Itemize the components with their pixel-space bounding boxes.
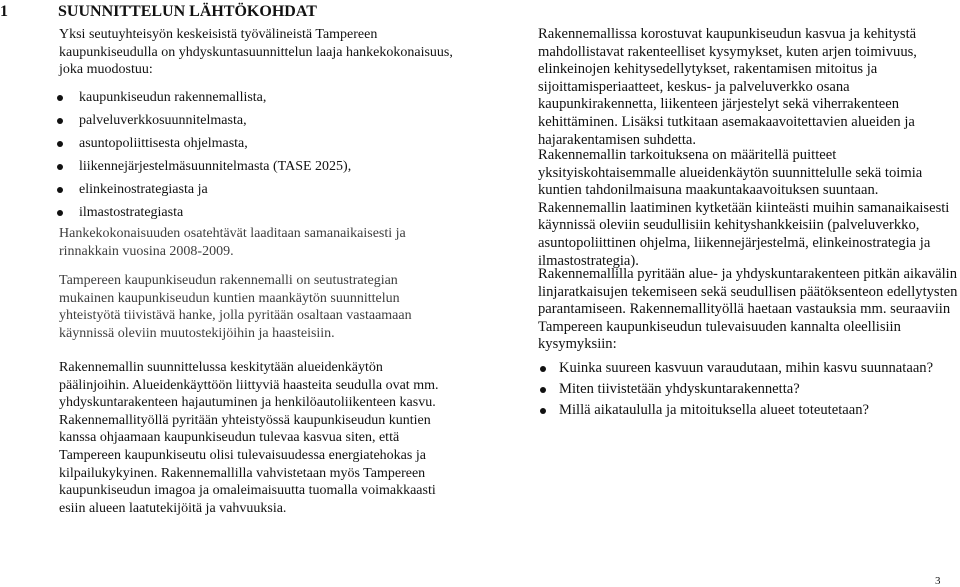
list-item: asuntopoliittisesta ohjelmasta,	[59, 132, 455, 155]
section-title: SUUNNITTELUN LÄHTÖKOHDAT	[58, 3, 317, 20]
questions-list	[538, 358, 960, 421]
aims-paragraph: Rakennemallilla pyritään alue- ja yhdyskuntarakenteen pitkän aikavälin linjaratkaisujen tekemiseen sekä seudullisen päätöksenteon edellytysten parantamiseen. Rakennemallityöllä haetaan vastauksia mm. seuraaviin Tampereen kaupunkiseudun tulevaisuuden kannalta oleellisiin kysymyksiin:	[538, 266, 958, 353]
page-number: 3	[935, 575, 941, 587]
list-item: Kuinka suureen kasvuun varaudutaan, mihin kasvu suunnataan?	[538, 358, 960, 379]
list-item: ilmastostrategiasta	[59, 201, 455, 224]
project-list	[59, 86, 455, 224]
purpose-paragraph: Rakennemallin tarkoituksena on määritellä puitteet yksityiskohtaisemmalle alueidenkäytön suunnittelulle sekä toimia kuntien tahdonilmaisuna maakuntakaavoituksen suuntaan. Rakennemallin laatiminen kytketään kiinteästi muihin samanaikaisesti käynnissä oleviin seudullisiin kehityshankkeisiin (palveluverkko, asuntopoliittinen ohjelma, liikennejärjestelmä, elinkeinostrategia ja ilmastostrategia).	[538, 147, 950, 269]
list-item: kaupunkiseudun rakennemallista,	[59, 86, 455, 109]
list-item: Millä aikataululla ja mitoituksella alueet toteutetaan?	[538, 400, 960, 421]
structure-model-paragraph: Tampereen kaupunkiseudun rakennemalli on seutustrategian mukainen kaupunkiseudun kuntien maankäytön suunnittelun yhteistyötä tiivistävä hanke, jolla pyritään osaltaan vastaamaan käynnissä oleviin muutostekijöihin ja haasteisiin.	[59, 273, 412, 341]
bullet-icon	[57, 187, 63, 193]
bullet-icon	[540, 387, 546, 393]
bullet-icon	[540, 408, 546, 414]
bullet-icon	[57, 118, 63, 124]
emphasis-paragraph: Rakennemallissa korostuvat kaupunkiseudun kasvua ja kehitystä mahdollistavat rakenteelliset kysymykset, kuten arjen toimivuus, elinkeinojen kehitysedellytykset, rakentamisen mitoitus ja sijoittamisperiaatteet, keskus- ja palveluverkko osana kaupunkirakennetta, liikenteen järjestelyt sekä viherrakenteen kehittäminen. Lisäksi tutkitaan asemakaavoitettavien alueiden ja hajarakentamisen suhdetta.	[538, 26, 917, 148]
list-item: Miten tiivistetään yhdyskuntarakennetta?	[538, 379, 960, 400]
bullet-icon	[57, 95, 63, 101]
bullet-icon	[57, 210, 63, 216]
land-use-paragraph: Rakennemallin suunnittelussa keskitytään alueidenkäytön päälinjoihin. Alueidenkäyttöön liittyviä haasteita seudulla ovat mm. yhdyskuntarakenteen hajautuminen ja henkilöautoliikenteen kasvu. Rakennemallityöllä pyritään yhteistyössä kaupunkiseudun kuntien kanssa ohjaamaan kaupunkiseudun tulevaa kasvua siten, että Tampereen kaupunkiseutu olisi tulevaisuudessa energiatehokas ja kilpailukykyinen. Rakennemallilla vahvistetaan myös Tampereen kaupunkiseudun imagoa ja omaleimaisuutta tuomalla voimakkaasti esiin alueen laatutekijöitä ja vahvuuksia.	[59, 360, 439, 516]
bullet-icon	[540, 366, 546, 372]
list-item: liikennejärjestelmäsuunnitelmasta (TASE 2025),	[59, 155, 455, 178]
schedule-paragraph: Hankekokonaisuuden osatehtävät laaditaan samanaikaisesti ja rinnakkain vuosina 2008-2009.	[59, 226, 406, 259]
bullet-icon	[57, 141, 63, 147]
intro-paragraph: Yksi seutuyhteisyön keskeisistä työvälineistä Tampereen kaupunkiseudulla on yhdyskuntasuunnittelun laaja hankekokonaisuus, joka muodostuu:	[59, 27, 453, 78]
bullet-icon	[57, 164, 63, 170]
section-heading	[0, 3, 450, 21]
section-number: 1	[0, 3, 8, 20]
list-item: elinkeinostrategiasta ja	[59, 178, 455, 201]
list-item: palveluverkkosuunnitelmasta,	[59, 109, 455, 132]
